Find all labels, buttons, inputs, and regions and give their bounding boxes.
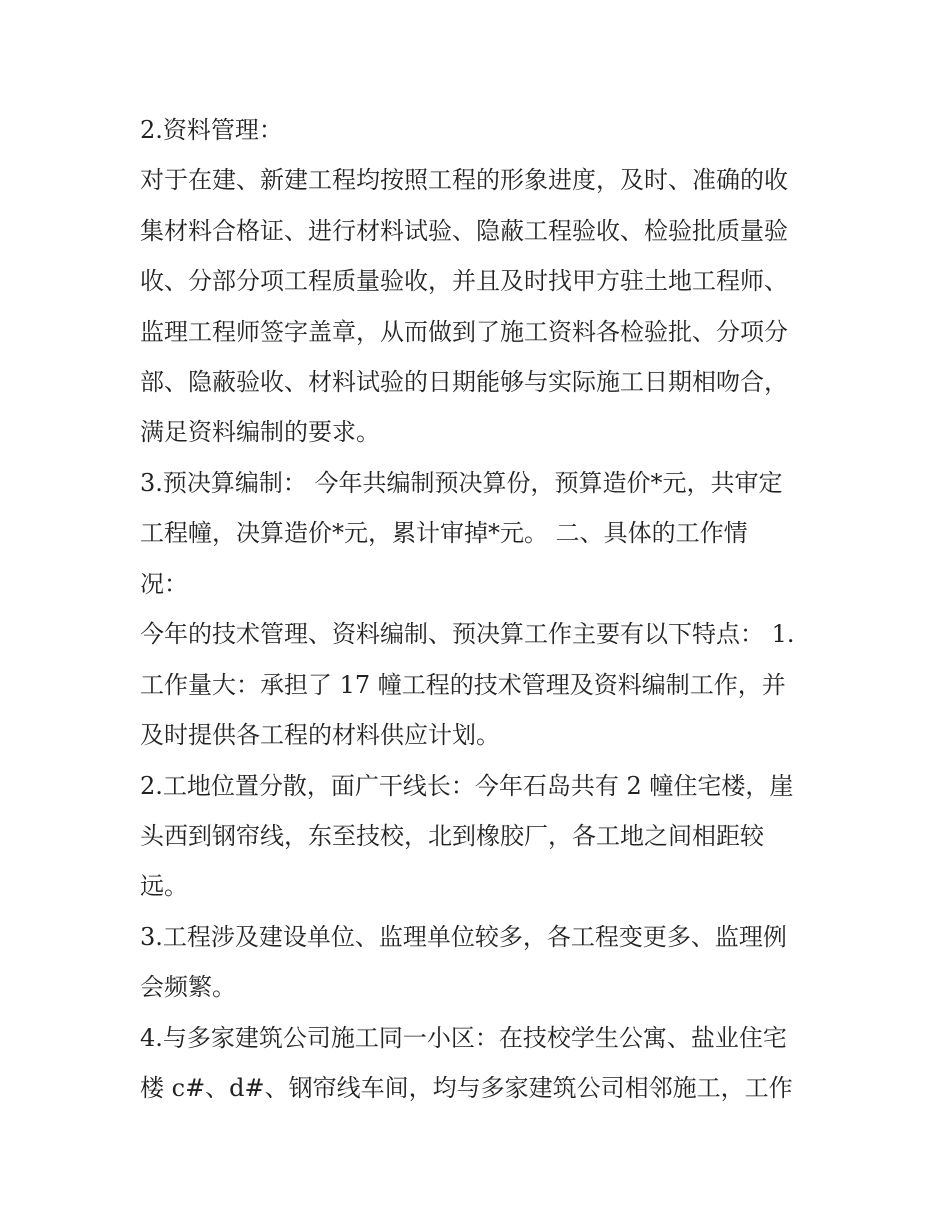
section-heading-data-management: 2.资料管理： xyxy=(140,116,283,144)
list-item-line: 3.工程涉及建设单位、监理单位较多，各工程变更多、监理例 xyxy=(140,923,787,951)
paragraph-line: 况： xyxy=(140,570,188,598)
paragraph-line: 部、隐蔽验收、材料试验的日期能够与实际施工日期相吻合， xyxy=(140,368,788,396)
paragraph-line: 头西到钢帘线，东至技校，北到橡胶厂，各工地之间相距较 xyxy=(140,822,764,850)
paragraph-line: 会频繁。 xyxy=(140,973,236,1001)
paragraph-line: 及时提供各工程的材料供应计划。 xyxy=(140,721,500,749)
paragraph-line: 今年的技术管理、资料编制、预决算工作主要有以下特点： 1. xyxy=(140,620,795,648)
paragraph-line: 满足资料编制的要求。 xyxy=(140,418,380,446)
paragraph-line: 收、分部分项工程质量验收，并且及时找甲方驻土地工程师、 xyxy=(140,267,788,295)
list-item-line: 2.工地位置分散，面广干线长：今年石岛共有 2 幢住宅楼，崖 xyxy=(140,772,794,800)
list-item-line: 4.与多家建筑公司施工同一小区：在技校学生公寓、盐业住宅 xyxy=(140,1024,787,1052)
paragraph-line: 监理工程师签字盖章，从而做到了施工资料各检验批、分项分 xyxy=(140,318,788,346)
paragraph-line: 远。 xyxy=(140,872,188,900)
paragraph-line: 工程幢，决算造价*元，累计审掉*元。 二、具体的工作情 xyxy=(140,519,748,547)
section-heading-budget: 3.预决算编制： 今年共编制预决算份，预算造价*元，共审定 xyxy=(140,469,783,497)
paragraph-line: 集材料合格证、进行材料试验、隐蔽工程验收、检验批质量验 xyxy=(140,217,788,245)
paragraph-line: 楼 c#、d#、钢帘线车间，均与多家建筑公司相邻施工，工作 xyxy=(140,1074,793,1102)
paragraph-line: 对于在建、新建工程均按照工程的形象进度，及时、准确的收 xyxy=(140,166,788,194)
paragraph-line: 工作量大：承担了 17 幢工程的技术管理及资料编制工作，并 xyxy=(140,671,786,699)
